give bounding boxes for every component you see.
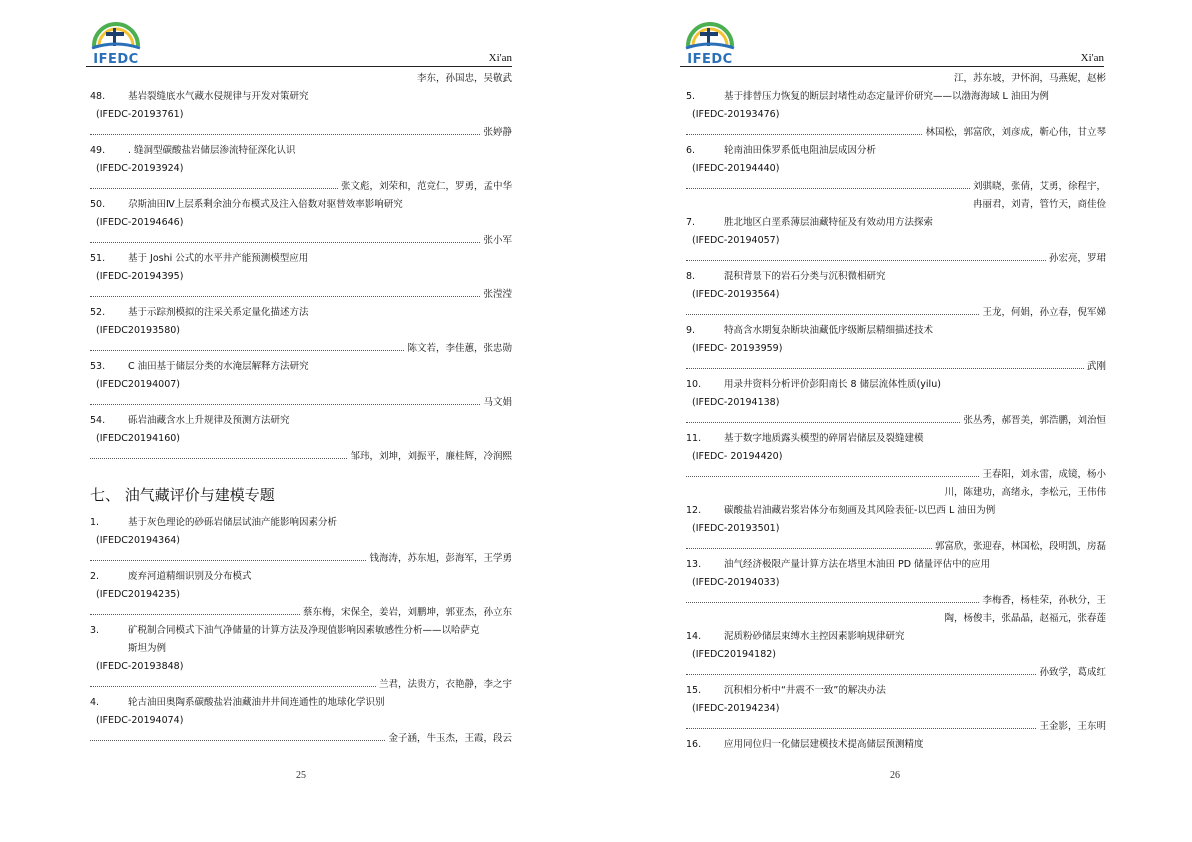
entry-title: 泥质粉砂储层束缚水主控因素影响规律研究 [724, 631, 905, 642]
list-item [686, 268, 1106, 322]
author-names: 张丛秀，郝晋美，郭浩鹏，刘治恒 [963, 415, 1106, 426]
author-names: 王金影，王东明 [1039, 721, 1106, 732]
list-item [90, 514, 512, 568]
entry-number: 12. [686, 505, 702, 516]
entry-title-line [90, 358, 512, 376]
entry-title-line [686, 376, 1106, 394]
dot-leader [90, 740, 385, 741]
dot-leader [686, 314, 979, 315]
entry-code: (IFEDC20194182) [692, 649, 776, 660]
entry-authors [90, 550, 512, 568]
entry-code: (IFEDC-20194395) [96, 271, 184, 282]
header-city: Xi'an [488, 52, 512, 64]
entry-title-line [686, 556, 1106, 574]
entry-number: 15. [686, 685, 702, 696]
entry-title: 碳酸盐岩油藏岩浆岩体分布刻画及其风险表征-以巴西 L 油田为例 [724, 505, 996, 516]
list-item [686, 736, 1106, 754]
list-item [90, 304, 512, 358]
entry-title-line [90, 514, 512, 532]
list-item [686, 322, 1106, 376]
entry-title: 基于数字地质露头模型的碎屑岩储层及裂缝建模 [724, 433, 924, 444]
list-item [686, 88, 1106, 142]
page-number: 25 [296, 770, 306, 781]
entry-code: (IFEDC20194364) [96, 535, 180, 546]
author-names: 冉丽君，刘青，管竹天，商佳俭 [972, 199, 1106, 210]
entry-authors [90, 340, 512, 358]
dot-leader [686, 602, 979, 603]
author-names: 邹玮，刘坤，刘振平，廉桂辉，冷润熙 [350, 451, 512, 462]
entry-authors [686, 250, 1106, 268]
list-item [686, 628, 1106, 682]
entry-list [686, 88, 1106, 754]
right-content [686, 70, 1106, 754]
author-names: 郭富欣，张迎春，林国松，段明凯，房磊 [934, 541, 1106, 552]
entry-code: (IFEDC-20194033) [692, 577, 780, 588]
entry-authors [686, 466, 1106, 484]
right-page [596, 0, 1192, 842]
dot-leader [686, 476, 979, 477]
entry-code: (IFEDC-20194234) [692, 703, 780, 714]
entry-authors [686, 538, 1106, 556]
list-item [686, 376, 1106, 430]
list-item [686, 214, 1106, 268]
entry-authors [90, 394, 512, 412]
page-number: 26 [890, 770, 900, 781]
list-item [90, 358, 512, 412]
author-names: 林国松，郭富欣，刘彦成，靳心伟，甘立琴 [925, 127, 1106, 138]
entry-code: (IFEDC-20193564) [692, 289, 780, 300]
entry-title-line [686, 430, 1106, 448]
author-names: 蔡东梅，宋保全，姜岩，刘鹏坤，郭亚杰，孙立东 [302, 607, 512, 618]
entry-authors [90, 604, 512, 622]
entry-title: 胜北地区白垩系薄层油藏特征及有效动用方法探索 [724, 217, 934, 228]
entry-authors [686, 178, 1106, 196]
entry-title: 基于灰色理论的砂砾岩储层试油产能影响因素分析 [128, 517, 338, 528]
entry-number: 14. [686, 631, 702, 642]
entry-authors [90, 286, 512, 304]
dot-leader [686, 368, 1084, 369]
entry-title: 基于排替压力恢复的断层封堵性动态定量评价研究——以渤海海域 L 油田为例 [724, 91, 1049, 102]
entry-code: (IFEDC20193580) [96, 325, 180, 336]
entry-title: 油气经济极限产量计算方法在塔里木油田 PD 储量评估中的应用 [724, 559, 991, 570]
entry-code: (IFEDC-20193924) [96, 163, 184, 174]
dot-leader [90, 458, 347, 459]
entry-number: 16. [686, 739, 702, 750]
dot-leader [90, 614, 300, 615]
entry-number: 53. [90, 361, 106, 372]
author-continuation: 李东，孙国忠，吴敬武 [416, 73, 512, 84]
entry-number: 1. [90, 517, 100, 528]
entry-title-line [686, 502, 1106, 520]
entry-authors [90, 178, 512, 196]
author-names: 金子涵，牛玉杰，王霞，段云 [388, 733, 512, 744]
section-heading: 七、 油气藏评价与建模专题 [90, 486, 275, 504]
entry-code: (IFEDC-20194057) [692, 235, 780, 246]
dot-leader [686, 260, 1046, 261]
entry-authors [90, 232, 512, 250]
list-item [686, 430, 1106, 502]
entry-title: 应用同位归一化储层建模技术提高储层预测精度 [724, 739, 924, 750]
dot-leader [90, 188, 338, 189]
header-city: Xi'an [1080, 52, 1104, 64]
entry-number: 52. [90, 307, 106, 318]
list-item [90, 568, 512, 622]
entry-title: C 油田基于储层分类的水淹层解释方法研究 [128, 361, 309, 372]
entry-title-line [90, 622, 512, 640]
entry-number: 51. [90, 253, 106, 264]
entry-authors [90, 676, 512, 694]
entry-title-line [90, 304, 512, 322]
list-item [686, 502, 1106, 556]
entry-title-line [686, 214, 1106, 232]
dot-leader [90, 350, 404, 351]
entry-title: 基于示踪剂模拟的注采关系定量化描述方法 [128, 307, 309, 318]
entry-title: . 缝洞型碳酸盐岩储层渗流特征深化认识 [128, 145, 296, 156]
dot-leader [686, 422, 960, 423]
dot-leader [686, 728, 1036, 729]
author-names: 王春阳，刘永雷，成镜，杨小 [982, 469, 1106, 480]
header-rule [86, 66, 512, 67]
entry-number: 50. [90, 199, 106, 210]
entry-title-line [90, 88, 512, 106]
list-item [686, 556, 1106, 628]
entry-authors [90, 448, 512, 466]
author-names: 孙致学，葛成红 [1039, 667, 1106, 678]
entry-title: 混积背景下的岩石分类与沉积微相研究 [724, 271, 886, 282]
entry-title-line [90, 568, 512, 586]
logo-emblem-icon [86, 18, 146, 52]
entry-title-line [686, 682, 1106, 700]
author-names: 张小军 [483, 235, 512, 246]
author-names: 武刚 [1086, 361, 1106, 372]
author-names: 刘骐晓，张倩，艾勇，徐程宇， [972, 181, 1106, 192]
entry-authors [686, 664, 1106, 682]
entry-title-line [90, 694, 512, 712]
entry-number: 3. [90, 625, 100, 636]
dot-leader [686, 134, 922, 135]
entry-number: 49. [90, 145, 106, 156]
entry-code: (IFEDC-20193848) [96, 661, 184, 672]
entry-title-line [90, 196, 512, 214]
list-item [90, 622, 512, 694]
entry-code: (IFEDC20194007) [96, 379, 180, 390]
entry-title-line [686, 142, 1106, 160]
list-item [686, 682, 1106, 736]
entry-title-line [686, 322, 1106, 340]
entry-authors [686, 412, 1106, 430]
entry-number: 13. [686, 559, 702, 570]
list-item [686, 142, 1106, 214]
author-names: 孙宏亮，罗珺 [1048, 253, 1106, 264]
ifedc-logo [86, 18, 146, 66]
dot-leader [90, 686, 376, 687]
author-continuation: 江，苏东坡，尹怀润，马燕妮，赵彬 [953, 73, 1106, 84]
entry-number: 6. [686, 145, 696, 156]
entry-code: (IFEDC-20194074) [96, 715, 184, 726]
entry-number: 5. [686, 91, 696, 102]
entry-number: 54. [90, 415, 106, 426]
entry-code: (IFEDC-20194440) [692, 163, 780, 174]
list-item [90, 250, 512, 304]
list-item [90, 142, 512, 196]
author-names: 川，陈建功，高绪永，李松元，王伟伟 [944, 487, 1106, 498]
entry-title: 沉积相分析中“井震不一致”的解决办法 [724, 685, 886, 696]
entry-title: 用录井资料分析评价彭阳南长 8 储层流体性质(yilu) [724, 379, 941, 390]
author-names: 李梅香，杨桂荣，孙秋分，王 [982, 595, 1106, 606]
dot-leader [90, 560, 366, 561]
author-names: 陈文若，李佳蕙，张忠勋 [407, 343, 512, 354]
entry-title: 基于 Joshi 公式的水平井产能预测模型应用 [128, 253, 309, 264]
entry-authors [90, 124, 512, 142]
list-item [90, 412, 512, 466]
entry-title-line [90, 412, 512, 430]
entry-code: (IFEDC- 20193959) [692, 343, 783, 354]
ifedc-logo [680, 18, 740, 66]
author-names: 王龙，何娟，孙立春，倪军娣 [982, 307, 1106, 318]
dot-leader [686, 548, 932, 549]
entry-code: (IFEDC-20193761) [96, 109, 184, 120]
entry-code: (IFEDC20194160) [96, 433, 180, 444]
entry-title-line [90, 142, 512, 160]
entry-authors [686, 124, 1106, 142]
logo-emblem-icon [680, 18, 740, 52]
entry-title: 废弃河道精细识别及分布模式 [128, 571, 252, 582]
dot-leader [686, 188, 970, 189]
dot-leader [90, 404, 480, 405]
entry-code: (IFEDC-20193476) [692, 109, 780, 120]
entry-number: 10. [686, 379, 702, 390]
entry-authors [686, 592, 1106, 610]
list-item [90, 694, 512, 748]
author-names: 张文彪，刘荣和，范竞仁，罗勇，孟中华 [340, 181, 512, 192]
entry-title-line [686, 628, 1106, 646]
dot-leader [90, 134, 480, 135]
header-rule [680, 66, 1104, 67]
entry-number: 9. [686, 325, 696, 336]
entry-title: 斯坦为例 [128, 643, 167, 654]
logo-text: IFEDC [93, 52, 139, 67]
entry-number: 48. [90, 91, 106, 102]
left-content [90, 70, 512, 748]
entry-code: (IFEDC-20194646) [96, 217, 184, 228]
entry-title-line [686, 736, 1106, 754]
entry-code: (IFEDC-20194138) [692, 397, 780, 408]
entry-list [90, 514, 512, 748]
entry-number: 11. [686, 433, 702, 444]
entry-title: 基岩裂缝底水气藏水侵规律与开发对策研究 [128, 91, 309, 102]
entry-authors [686, 304, 1106, 322]
entry-number: 8. [686, 271, 696, 282]
entry-authors [686, 358, 1106, 376]
entry-code: (IFEDC20194235) [96, 589, 180, 600]
list-item [90, 196, 512, 250]
entry-number: 4. [90, 697, 100, 708]
entry-authors [90, 730, 512, 748]
author-names: 陶，杨俊丰，张晶晶，赵福元，张春莲 [944, 613, 1106, 624]
entry-title: 轮古油田奥陶系碳酸盐岩油藏油井井间连通性的地球化学识别 [128, 697, 385, 708]
entry-title-line [90, 250, 512, 268]
entry-title: 尕斯油田Ⅳ上层系剩余油分布模式及注入倍数对驱替效率影响研究 [128, 199, 403, 210]
author-names: 兰君，法贵方，衣艳静，李之宇 [378, 679, 512, 690]
author-names: 钱海涛，苏东旭，彭海军，王学勇 [369, 553, 512, 564]
entry-code: (IFEDC-20193501) [692, 523, 780, 534]
entry-title-line [686, 268, 1106, 286]
entry-title: 矿税制合同模式下油气净储量的计算方法及净现值影响因素敏感性分析——以哈萨克 [128, 625, 480, 636]
entry-title: 轮南油田侏罗系低电阻油层成因分析 [724, 145, 877, 156]
entry-title: 特高含水期复杂断块油藏低序级断层精细描述技术 [724, 325, 934, 336]
entry-number: 2. [90, 571, 100, 582]
entry-title: 砾岩油藏含水上升规律及预测方法研究 [128, 415, 290, 426]
dot-leader [686, 674, 1036, 675]
list-item [90, 88, 512, 142]
entry-list [90, 88, 512, 466]
dot-leader [90, 296, 480, 297]
entry-code: (IFEDC- 20194420) [692, 451, 783, 462]
author-names: 张婷静 [483, 127, 512, 138]
author-names: 张滢滢 [483, 289, 512, 300]
author-names: 马文娟 [483, 397, 512, 408]
entry-title-line [686, 88, 1106, 106]
entry-number: 7. [686, 217, 696, 228]
dot-leader [90, 242, 480, 243]
logo-text: IFEDC [687, 52, 733, 67]
entry-authors [686, 718, 1106, 736]
